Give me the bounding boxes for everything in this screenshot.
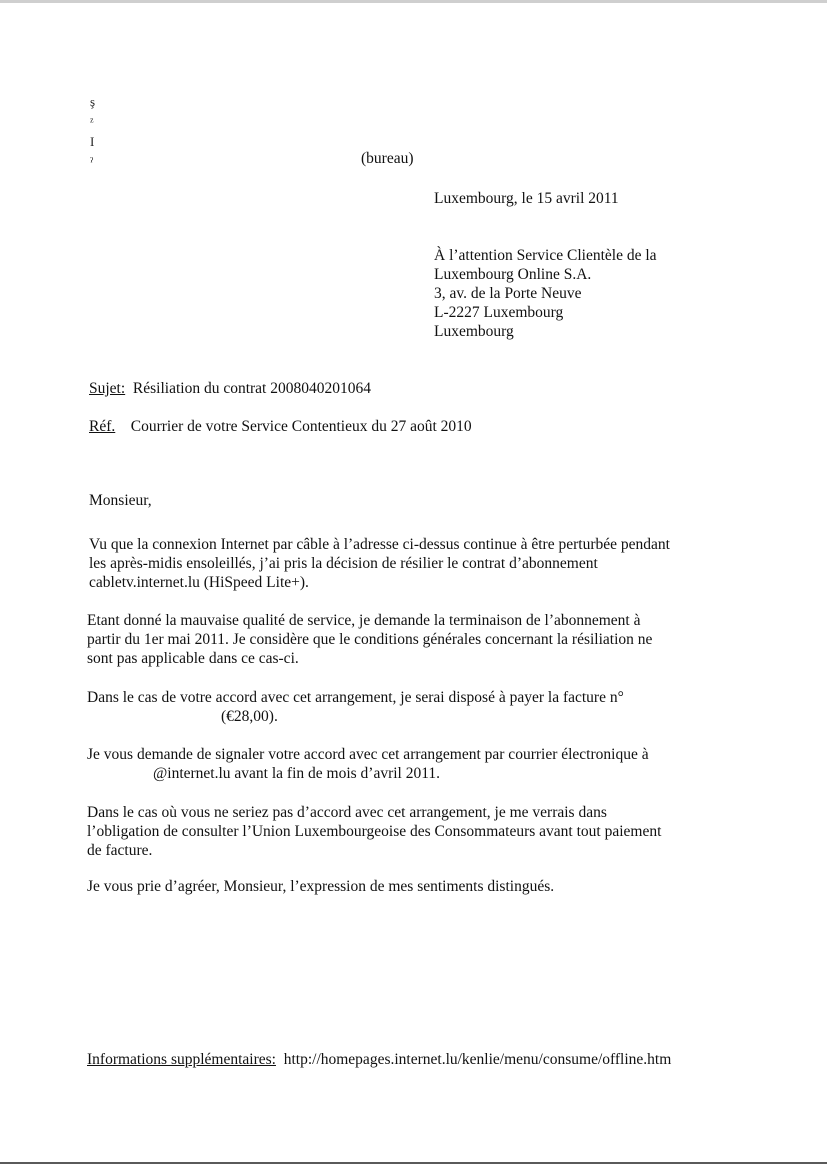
paragraph-line: les après-midis ensoleillés, j’ai pris la décision de résilier le contrat d’abonnement (89, 555, 598, 572)
paragraph-line: Je vous prie d’agréer, Monsieur, l’expression de mes sentiments distingués. (87, 878, 555, 895)
paragraph-line: sont pas applicable dans ce cas-ci. (87, 650, 299, 667)
reference-label: Réf. (89, 418, 116, 435)
paragraph-line: @internet.lu avant la fin de mois d’avril 2011. (153, 765, 441, 782)
scan-top-edge (0, 0, 827, 3)
margin-mark: ş (90, 94, 96, 109)
bureau-label: (bureau) (361, 150, 414, 167)
sender-address-fragment (90, 92, 98, 172)
subject-line (89, 379, 371, 398)
footer-info (87, 1050, 671, 1069)
paragraph-5 (87, 803, 661, 860)
paragraph-4 (87, 745, 649, 783)
date-line: Luxembourg, le 15 avril 2011 (434, 190, 619, 207)
margin-mark: I (90, 134, 95, 149)
paragraph-3 (87, 688, 624, 726)
recipient-line: Luxembourg (434, 323, 514, 340)
scan-bottom-edge (0, 1162, 827, 1164)
subject-text: Résiliation du contrat 2008040201064 (132, 380, 371, 397)
salutation: Monsieur, (89, 492, 152, 509)
recipient-line: Luxembourg Online S.A. (434, 266, 592, 283)
paragraph-line: Dans le cas où vous ne seriez pas d’accord avec cet arrangement, je me verrais dans (87, 804, 607, 821)
footer-url[interactable]: http://homepages.internet.lu/kenlie/menu/consume/offline.htm (283, 1051, 672, 1068)
paragraph-line: Je vous demande de signaler votre accord avec cet arrangement par courrier électronique à (87, 746, 649, 763)
recipient-line: L-2227 Luxembourg (434, 304, 564, 321)
recipient-line: À l’attention Service Clientèle de la (434, 247, 657, 264)
reference-line (89, 417, 472, 436)
recipient-address (434, 246, 657, 341)
paragraph-line: l’obligation de consulter l’Union Luxembourgeoise des Consommateurs avant tout paiement (87, 823, 662, 840)
paragraph-line: Vu que la connexion Internet par câble à l’adresse ci-dessus continue à être perturbée pendant (89, 536, 670, 553)
paragraph-line: de facture. (87, 842, 153, 859)
paragraph-line: cabletv.internet.lu (HiSpeed Lite+). (89, 574, 309, 591)
paragraph-line: Dans le cas de votre accord avec cet arrangement, je serai disposé à payer la facture n° (87, 689, 624, 706)
subject-label: Sujet: (89, 380, 126, 397)
recipient-line: 3, av. de la Porte Neuve (434, 285, 582, 302)
margin-mark: ˀ (90, 154, 94, 169)
paragraph-line: Etant donné la mauvaise qualité de service, je demande la terminaison de l’abonnement à (87, 612, 641, 629)
paragraph-line: (€28,00). (221, 708, 278, 725)
closing-paragraph (87, 877, 554, 896)
reference-text: Courrier de votre Service Contentieux du 27 août 2010 (130, 418, 472, 435)
paragraph-1 (89, 535, 670, 592)
footer-label: Informations supplémentaires: (87, 1051, 276, 1068)
paragraph-2 (87, 611, 652, 668)
margin-mark: ᶻ (90, 114, 94, 129)
paragraph-line: partir du 1er mai 2011. Je considère que le conditions générales concernant la résiliation ne (87, 631, 653, 648)
